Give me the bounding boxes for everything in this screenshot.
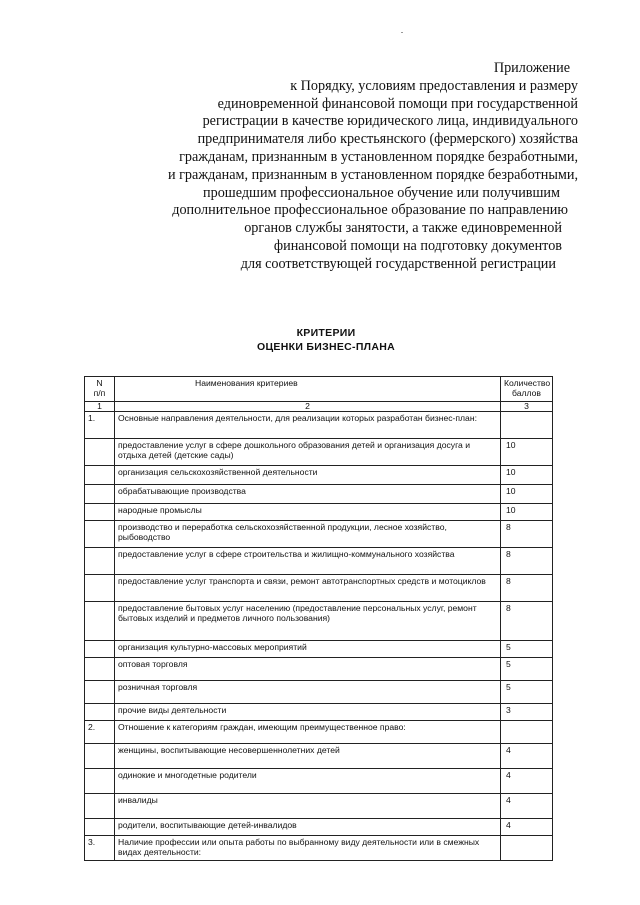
criteria-name-cell: розничная торговля — [115, 681, 501, 704]
criteria-name-cell: Наличие профессии или опыта работы по выбранному виду деятельности или в смежных видах деятельности: — [115, 836, 501, 861]
document-title: КРИТЕРИИ — [296, 327, 356, 339]
criteria-num-cell — [85, 521, 115, 548]
criteria-name-cell: предоставление услуг транспорта и связи, ремонт автотранспортных средств и мотоциклов — [115, 575, 501, 602]
criteria-score-cell: 8 — [501, 521, 553, 548]
annex-line: регистрации в качестве юридического лица, индивидуального — [202, 113, 578, 130]
table-row — [85, 658, 553, 681]
table-row — [85, 439, 553, 466]
criteria-score-cell: 4 — [501, 769, 553, 794]
criteria-table — [84, 376, 553, 861]
criteria-num-cell — [85, 794, 115, 819]
table-row — [85, 602, 553, 641]
criteria-score-cell — [501, 412, 553, 439]
criteria-name-cell: предоставление бытовых услуг населению (предоставление персональных услуг, ремонт бытовых изделий и предметов личного пользования) — [115, 602, 501, 641]
annex-line: предпринимателя либо крестьянского (фермерского) хозяйства — [197, 131, 578, 148]
criteria-score-cell: 10 — [501, 485, 553, 504]
criteria-num-cell — [85, 744, 115, 769]
header-score: Количество баллов — [501, 377, 553, 402]
criteria-num-cell: 1. — [85, 412, 115, 439]
table-row — [85, 412, 553, 439]
criteria-num-cell — [85, 466, 115, 485]
criteria-score-cell: 4 — [501, 744, 553, 769]
table-row — [85, 466, 553, 485]
criteria-score-cell: 4 — [501, 794, 553, 819]
table-index-row — [85, 402, 553, 412]
table-row — [85, 681, 553, 704]
criteria-score-cell: 8 — [501, 602, 553, 641]
criteria-score-cell: 5 — [501, 658, 553, 681]
criteria-name-cell: производство и переработка сельскохозяйственной продукции, лесное хозяйство, рыбоводство — [115, 521, 501, 548]
index-cell: 2 — [115, 402, 501, 412]
annex-line: к Порядку, условиям предоставления и размеру — [290, 77, 578, 94]
table-row — [85, 485, 553, 504]
header-name: Наименования критериев — [115, 377, 501, 402]
annex-line: гражданам, признанным в установленном порядке безработными, — [179, 148, 578, 165]
criteria-name-cell: организация сельскохозяйственной деятельности — [115, 466, 501, 485]
criteria-name-cell: предоставление услуг в сфере строительства и жилищно-коммунального хозяйства — [115, 548, 501, 575]
criteria-num-cell: 3. — [85, 836, 115, 861]
criteria-num-cell — [85, 485, 115, 504]
criteria-num-cell — [85, 575, 115, 602]
annex-line: и гражданам, признанным в установленном порядке безработными, — [167, 166, 578, 183]
criteria-num-cell — [85, 602, 115, 641]
criteria-name-cell: родители, воспитывающие детей-инвалидов — [115, 819, 501, 836]
table-row — [85, 769, 553, 794]
criteria-name-cell: предоставление услуг в сфере дошкольного образования детей и организация досуга и отдыха детей (детские сады) — [115, 439, 501, 466]
criteria-name-cell: оптовая торговля — [115, 658, 501, 681]
table-row — [85, 721, 553, 744]
criteria-score-cell: 8 — [501, 548, 553, 575]
table-row — [85, 548, 553, 575]
table-row — [85, 744, 553, 769]
criteria-name-cell: организация культурно-массовых мероприятий — [115, 641, 501, 658]
table-row — [85, 575, 553, 602]
document-subtitle: ОЦЕНКИ БИЗНЕС-ПЛАНА — [257, 341, 395, 353]
criteria-score-cell: 3 — [501, 704, 553, 721]
table-row — [85, 836, 553, 861]
criteria-name-cell: Отношение к категориям граждан, имеющим преимущественное право: — [115, 721, 501, 744]
criteria-name-cell: обрабатывающие производства — [115, 485, 501, 504]
annex-line: органов службы занятости, а также единовременной — [244, 220, 562, 237]
criteria-name-cell: одинокие и многодетные родители — [115, 769, 501, 794]
criteria-score-cell: 8 — [501, 575, 553, 602]
criteria-num-cell — [85, 504, 115, 521]
criteria-name-cell: Основные направления деятельности, для реализации которых разработан бизнес-план: — [115, 412, 501, 439]
criteria-score-cell: 10 — [501, 439, 553, 466]
criteria-score-cell: 4 — [501, 819, 553, 836]
annex-line: для соответствующей государственной регистрации — [240, 255, 556, 272]
table-row — [85, 704, 553, 721]
index-cell: 1 — [85, 402, 115, 412]
criteria-num-cell — [85, 548, 115, 575]
scan-speck — [401, 32, 403, 33]
table-row — [85, 819, 553, 836]
criteria-score-cell: 10 — [501, 466, 553, 485]
criteria-score-cell: 10 — [501, 504, 553, 521]
annex-title: Приложение — [493, 60, 570, 76]
criteria-num-cell — [85, 658, 115, 681]
annex-header — [100, 60, 578, 274]
criteria-num-cell — [85, 819, 115, 836]
criteria-name-cell: народные промыслы — [115, 504, 501, 521]
criteria-score-cell — [501, 836, 553, 861]
annex-line: единовременной финансовой помощи при государственной — [217, 95, 578, 112]
table-header-row — [85, 377, 553, 402]
criteria-score-cell: 5 — [501, 641, 553, 658]
table-row — [85, 794, 553, 819]
criteria-score-cell — [501, 721, 553, 744]
criteria-num-cell — [85, 681, 115, 704]
table-row — [85, 641, 553, 658]
annex-line: дополнительное профессиональное образование по направлению — [172, 202, 568, 219]
table-row — [85, 521, 553, 548]
criteria-score-cell: 5 — [501, 681, 553, 704]
criteria-num-cell — [85, 704, 115, 721]
header-num: N п/п — [85, 377, 115, 402]
criteria-name-cell: прочие виды деятельности — [115, 704, 501, 721]
table-row — [85, 504, 553, 521]
criteria-num-cell — [85, 641, 115, 658]
criteria-num-cell — [85, 769, 115, 794]
criteria-name-cell: инвалиды — [115, 794, 501, 819]
criteria-num-cell — [85, 439, 115, 466]
annex-line: прошедшим профессиональное обучение или получившим — [203, 184, 560, 201]
annex-line: финансовой помощи на подготовку документов — [273, 237, 562, 254]
criteria-name-cell: женщины, воспитывающие несовершеннолетних детей — [115, 744, 501, 769]
index-cell: 3 — [501, 402, 553, 412]
criteria-num-cell: 2. — [85, 721, 115, 744]
